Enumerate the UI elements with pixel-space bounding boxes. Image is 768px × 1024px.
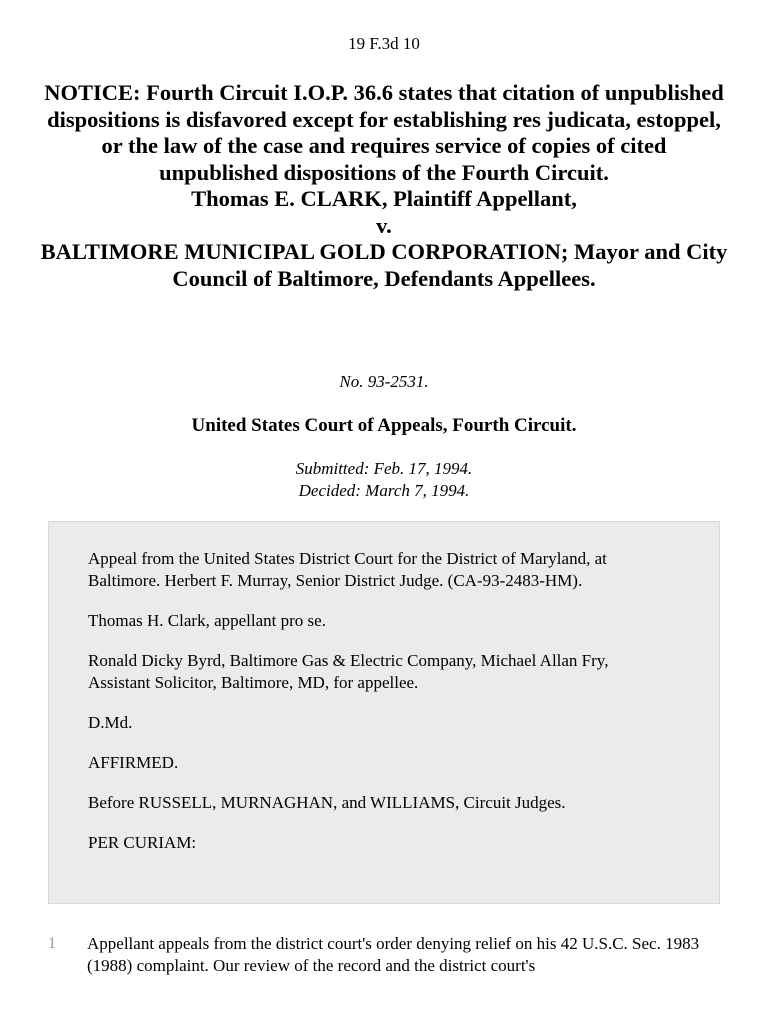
- defendant-name-line1: BALTIMORE MUNICIPAL GOLD CORPORATION; Mayor and City: [40, 239, 728, 264]
- case-dates: [0, 458, 768, 502]
- panel-judges: Before RUSSELL, MURNAGHAN, and WILLIAMS, Circuit Judges.: [88, 793, 566, 812]
- paragraph-number: 1: [48, 935, 56, 952]
- reporter-citation: 19 F.3d 10: [348, 34, 420, 53]
- case-summary-panel: [48, 521, 720, 904]
- defendant-name-line2: Council of Baltimore, Defendants Appellees.: [172, 265, 596, 291]
- court-name: United States Court of Appeals, Fourth Circuit.: [191, 415, 577, 436]
- per-curiam-label: PER CURIAM:: [88, 833, 197, 852]
- appellee-counsel: Ronald Dicky Byrd, Baltimore Gas & Electric Company, Michael Allan Fry, Assistant Solicitor, Baltimore, MD, for appellee.: [88, 651, 609, 692]
- district-abbreviation: D.Md.: [88, 713, 133, 732]
- docket-number: No. 93-2531.: [339, 372, 429, 391]
- publication-notice: NOTICE: Fourth Circuit I.O.P. 36.6 states that citation of unpublished dispositions is disfavored except for establishing res judicata, estoppel, or the law of the case and requires service of copies of cited unpublished dispositions of the Fourth Circuit.: [44, 80, 724, 185]
- decided-date: Decided: March 7, 1994.: [298, 481, 470, 500]
- case-heading: [40, 80, 728, 292]
- plaintiff-name: Thomas E. CLARK, Plaintiff Appellant,: [191, 186, 577, 211]
- submitted-date: Submitted: Feb. 17, 1994.: [295, 459, 473, 478]
- disposition: AFFIRMED.: [88, 753, 179, 772]
- paragraph-text: Appellant appeals from the district court's order denying relief on his 42 U.S.C. Sec. 1983 (1988) complaint. Our review of the record and the district court's: [87, 934, 700, 975]
- appeal-origin: Appeal from the United States District Court for the District of Maryland, at Baltimore. Herbert F. Murray, Senior District Judge. (CA-93-2483-HM).: [88, 549, 607, 590]
- appellant-counsel: Thomas H. Clark, appellant pro se.: [88, 611, 326, 630]
- versus-marker: v.: [376, 212, 392, 238]
